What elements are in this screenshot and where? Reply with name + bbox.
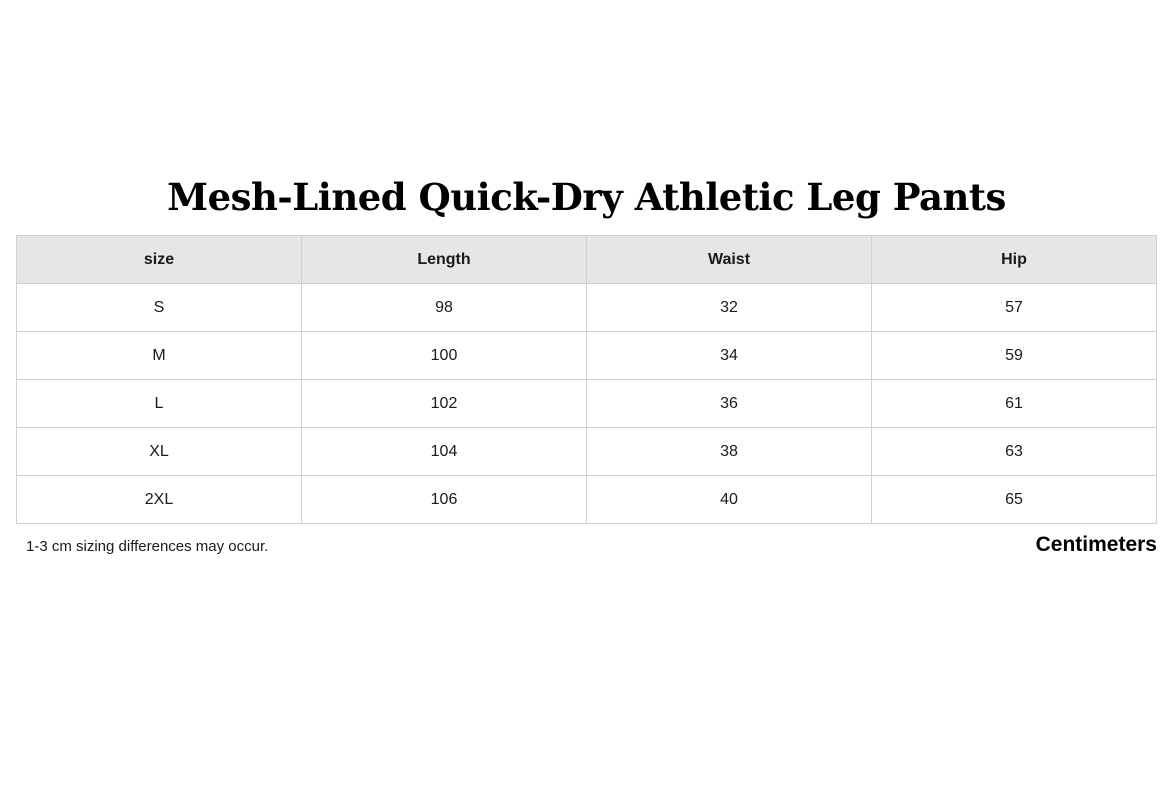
table-body	[17, 284, 1157, 524]
unit-label: Centimeters	[1035, 533, 1157, 557]
table-header-row	[17, 236, 1157, 284]
cell-waist: 36	[587, 380, 872, 428]
size-chart-container	[16, 175, 1157, 572]
cell-hip: 63	[872, 428, 1157, 476]
cell-size: XL	[17, 428, 302, 476]
cell-waist: 34	[587, 332, 872, 380]
table-row	[17, 284, 1157, 332]
table-row	[17, 332, 1157, 380]
cell-waist: 38	[587, 428, 872, 476]
cell-size: S	[17, 284, 302, 332]
column-header-length: Length	[302, 236, 587, 284]
cell-waist: 32	[587, 284, 872, 332]
cell-size: M	[17, 332, 302, 380]
cell-size: 2XL	[17, 476, 302, 524]
table-row	[17, 380, 1157, 428]
sizing-note: 1-3 cm sizing differences may occur.	[26, 538, 269, 556]
cell-length: 102	[302, 380, 587, 428]
table-row	[17, 476, 1157, 524]
column-header-waist: Waist	[587, 236, 872, 284]
table-footer	[16, 530, 1157, 572]
column-header-size: size	[17, 236, 302, 284]
cell-hip: 59	[872, 332, 1157, 380]
cell-hip: 61	[872, 380, 1157, 428]
table-header	[17, 236, 1157, 284]
cell-waist: 40	[587, 476, 872, 524]
page-title: Mesh-Lined Quick-Dry Athletic Leg Pants	[167, 175, 1006, 219]
size-chart-table	[16, 235, 1157, 524]
cell-hip: 65	[872, 476, 1157, 524]
cell-length: 98	[302, 284, 587, 332]
column-header-hip: Hip	[872, 236, 1157, 284]
table-row	[17, 428, 1157, 476]
cell-length: 104	[302, 428, 587, 476]
cell-hip: 57	[872, 284, 1157, 332]
cell-size: L	[17, 380, 302, 428]
cell-length: 100	[302, 332, 587, 380]
cell-length: 106	[302, 476, 587, 524]
